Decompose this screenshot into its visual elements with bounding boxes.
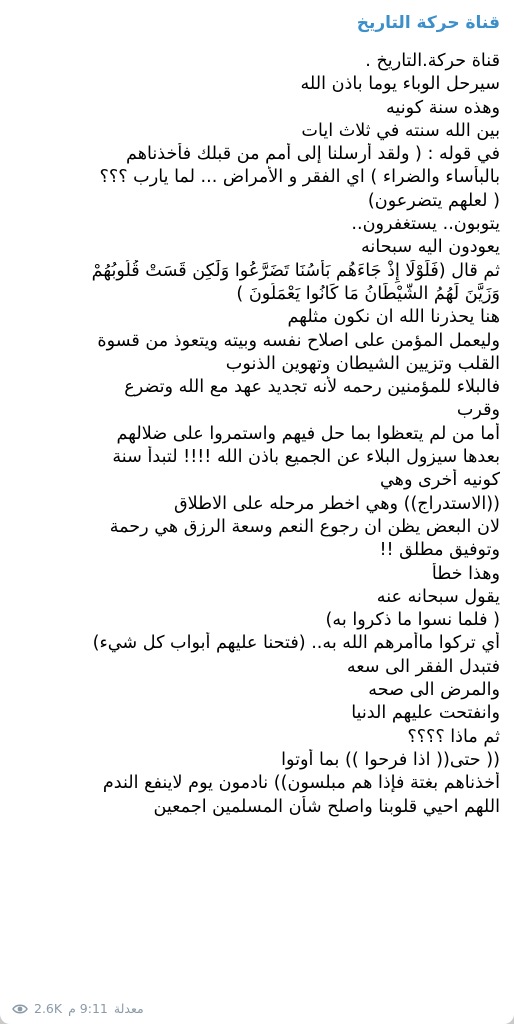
message-line: بين الله سنته في ثلاث ايات <box>301 120 500 141</box>
message-line: يقول سبحانه عنه <box>376 586 500 607</box>
message-line: وهذه سنة كونيه <box>386 97 500 118</box>
message-line: هنا يحذرنا الله ان نكون مثلهم <box>287 307 500 328</box>
message-line: وَزَيَّنَ لَهُمُ الشَّيْطَانُ مَا كَانُوا يَعْمَلُونَ ) <box>236 283 500 304</box>
message-line: قناة حركة.التاريخ . <box>365 51 500 71</box>
message-line: أخذناهم بغتة فإذا هم مبلسون)) نادمون يوم لاينفع الندم <box>102 773 500 794</box>
message-line: أما من لم يتعظوا بما حل فيهم واستمروا على ضلالهم <box>116 423 500 444</box>
message-line: فالبلاء للمؤمنين رحمه لأنه تجديد عهد مع الله وتضرع <box>124 377 500 398</box>
message-line: ( فلما نسوا ما ذكروا به) <box>325 610 500 631</box>
message-line: وتوفيق مطلق !! <box>379 540 500 561</box>
message-line: يعودون اليه سبحانه <box>361 237 500 258</box>
message-line: فتبدل الفقر الى سعه <box>346 656 500 677</box>
message-line: ((الاستدراج)) وهي اخطر مرحله على الاطلاق <box>173 493 500 514</box>
message-line: أي تركوا ماأمرهم الله به.. (فتحنا عليهم أبواب كل شيء) <box>92 633 500 654</box>
message-line: ( لعلهم يتضرعون) <box>367 190 500 211</box>
message-line: القلب وتزيين الشيطان وتهوين الذنوب <box>225 353 500 374</box>
message-line: في قوله : ( ولقد أرسلنا إلى أمم من قبلك فأخذناهم <box>126 144 500 165</box>
message-time: 9:11 م <box>68 1001 108 1016</box>
message-line: بعدها سيزول البلاء عن الجميع باذن الله !!!! لتبدأ سنة <box>112 447 500 468</box>
message-text <box>12 50 500 819</box>
message-line: وقرب <box>456 400 500 421</box>
message-line: اللهم احيي قلوبنا واصلح شأن المسلمين اجمعين <box>153 796 500 817</box>
message-line: وهذا خطأ <box>431 563 500 584</box>
message-line: كونيه أخرى وهي <box>380 470 500 491</box>
message-meta <box>12 1001 144 1016</box>
message-line: (( حتى(( اذا فرحوا )) بما أوتوا <box>281 749 500 770</box>
view-count: 2.6K <box>34 1001 63 1016</box>
message-line: وليعمل المؤمن على اصلاح نفسه وبيته ويتعوذ من قسوة <box>97 330 500 351</box>
message-line: وانفتحت عليهم الدنيا <box>351 703 500 724</box>
message-line: يتوبون.. يستغفرون.. <box>351 214 500 235</box>
message-line: بالبأساء والضراء ) اي الفقر و الأمراض ... لما يارب ؟؟؟ <box>99 167 500 188</box>
message-line: لان البعض يظن ان رجوع النعم وسعة الرزق هي رحمة <box>109 516 500 537</box>
message-line: ثم ماذا ؟؟؟؟ <box>407 726 500 747</box>
message-line: سيرحل الوباء يوما باذن الله <box>300 74 500 95</box>
message-line: والمرض الى صحه <box>368 680 500 701</box>
message-line: ثم قال (فَلَوْلَا إِذْ جَاءَهُم بَأْسُنَا تَضَرَّعُوا وَلَٰكِن قَسَتْ قُلُوبُهُمْ <box>91 260 500 281</box>
channel-name[interactable]: قناة حركة التاريخ <box>356 13 500 33</box>
eye-icon <box>12 1003 28 1015</box>
edited-label: معدلة <box>113 1001 144 1016</box>
